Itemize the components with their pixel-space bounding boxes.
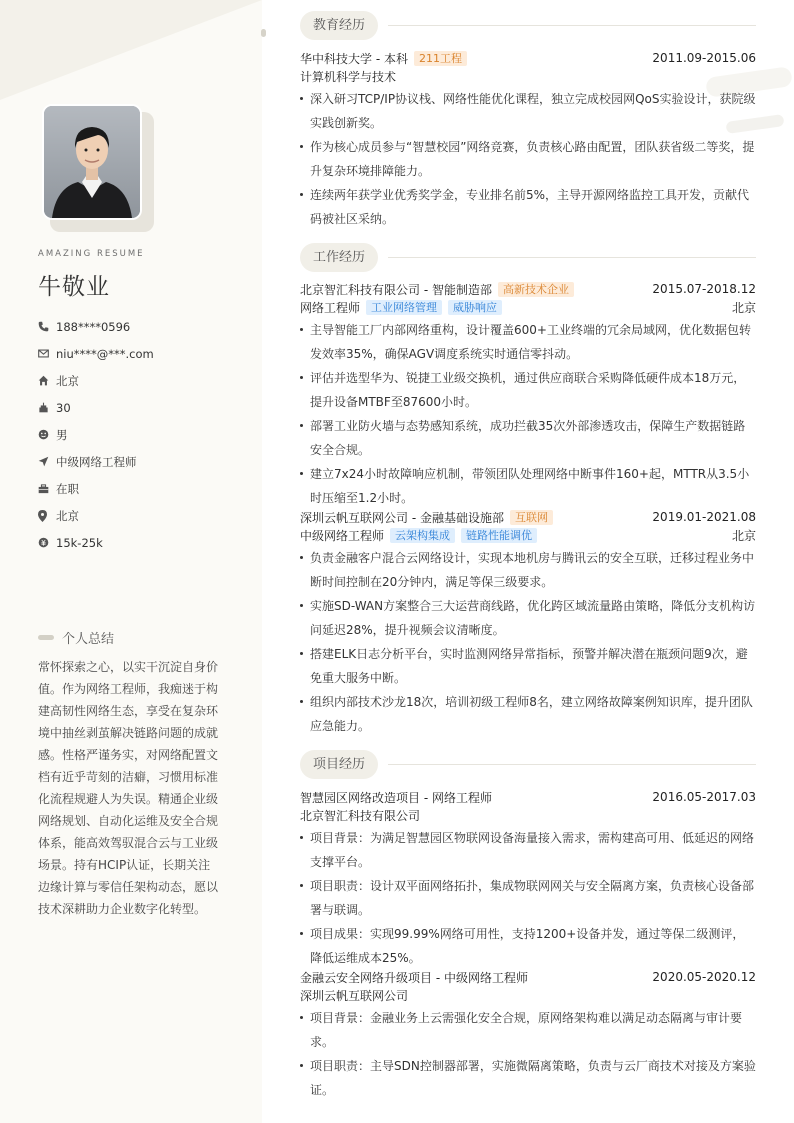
email-text: niu****@***.com — [56, 346, 154, 361]
education-header-row — [300, 49, 756, 67]
list-item: 部署工业防火墙与态势感知系统，成功拦截35次外部渗透攻击，保障生产数据链路安全合规。 — [300, 414, 756, 462]
skill-tag: 链路性能调优 — [461, 528, 537, 543]
summary-text: 常怀探索之心，以实干沉淀自身价值。作为网络工程师，我痴迷于构建高韧性网络生态，享受在复杂环境中抽丝剥茧解决链路问题的成就感。性格严谨务实，对网络配置文档有近乎苛刻的洁癖，习惯用标准化流程规避人为失误。精通企业级网络规划、自动化运维及安全合规体系，能高效驾驭混合云与工业级场景。持有HCIP认证，长期关注边缘计算与零信任架构动态，愿以技术深耕助力企业数字化转型。 — [38, 660, 219, 916]
salary-icon — [38, 537, 56, 548]
location-pin-icon — [38, 510, 56, 522]
section-divider — [388, 764, 756, 765]
list-item: 项目职责：设计双平面网络拓扑，集成物联网网关与安全隔离方案，负责核心设备部署与联调。 — [300, 874, 756, 922]
job-bullets — [300, 318, 756, 510]
job-position-row — [300, 298, 756, 316]
info-home — [38, 367, 154, 394]
project-header-row — [300, 968, 756, 986]
project-company: 深圳云帆互联网公司 — [300, 988, 409, 1003]
info-email — [38, 340, 154, 367]
major: 计算机科学与技术 — [300, 69, 397, 84]
list-item: 建立7x24小时故障响应机制，带领团队处理网络中断事件160+起，MTTR从3.5小时压缩至1.2小时。 — [300, 462, 756, 510]
skill-tag: 威胁响应 — [448, 300, 502, 315]
list-item: 实施SD-WAN方案整合三大运营商线路，优化跨区域流量路由策略，降低分支机构访问延迟28%，提升视频会议清晰度。 — [300, 594, 756, 642]
info-location — [38, 502, 154, 529]
project-entry — [300, 968, 756, 1102]
job-city: 北京 — [731, 528, 756, 543]
list-item: 评估并选型华为、锐捷工业级交换机，通过供应商联合采购降低硬件成本18万元，提升设备MTBF至87600小时。 — [300, 366, 756, 414]
education-bullets — [300, 87, 756, 231]
project-bullets — [300, 1006, 756, 1102]
salary-text: 15k-25k — [56, 535, 103, 550]
project-bullets — [300, 826, 756, 970]
avatar — [42, 104, 142, 220]
info-phone — [38, 313, 154, 340]
company-name: 北京智汇科技有限公司 - 智能制造部 — [300, 282, 492, 297]
project-title: 项目经历 — [300, 750, 378, 779]
corner-decoration — [0, 0, 262, 100]
company-name: 深圳云帆互联网公司 - 金融基础设施部 — [300, 510, 504, 525]
list-item: 主导智能工厂内部网络重构，设计覆盖600+工业终端的冗余局域网，优化数据包转发效率35%，确保AGV调度系统实时通信零抖动。 — [300, 318, 756, 366]
project-name: 智慧园区网络改造项目 - 网络工程师 — [300, 790, 492, 805]
list-item: 连续两年获学业优秀奖学金，专业排名前5%，主导开源网络监控工具开发，贡献代码被社区采纳。 — [300, 183, 756, 231]
school-tag: 211工程 — [414, 51, 467, 66]
list-item: 作为核心成员参与“智慧校园”网络竞赛，负责核心路由配置，团队获省级二等奖，提升复杂环境排障能力。 — [300, 135, 756, 183]
section-divider — [388, 25, 756, 26]
list-item: 深入研习TCP/IP协议栈、网络性能优化课程，独立完成校园网QoS实验设计，获院级实践创新奖。 — [300, 87, 756, 135]
home-city-text: 北京 — [56, 373, 79, 388]
project-company-row — [300, 806, 756, 824]
cake-icon — [38, 402, 56, 413]
education-section-header — [300, 11, 756, 40]
project-period: 2020.05-2020.12 — [652, 970, 756, 984]
send-icon — [38, 456, 56, 467]
info-status — [38, 475, 154, 502]
phone-icon — [38, 321, 56, 332]
school-name: 华中科技大学 - 本科 — [300, 51, 408, 66]
gender-icon — [38, 429, 56, 440]
company-tag: 高新技术企业 — [498, 282, 574, 297]
list-item: 项目背景：为满足智慧园区物联网设备海量接入需求，需构建高可用、低延迟的网络支撑平台。 — [300, 826, 756, 874]
list-item: 组织内部技术沙龙18次，培训初级工程师8名，建立网络故障案例知识库，提升团队应急能力。 — [300, 690, 756, 738]
list-item: 项目背景：金融业务上云需强化安全合规，原网络架构难以满足动态隔离与审计要求。 — [300, 1006, 756, 1054]
job-position: 网络工程师 — [300, 300, 361, 315]
section-divider — [388, 257, 756, 258]
resume-tagline: AMAZING RESUME — [38, 249, 145, 259]
job-position-row — [300, 526, 756, 544]
project-company-row — [300, 986, 756, 1004]
home-icon — [38, 375, 56, 386]
education-entry — [300, 49, 756, 231]
project-section-header — [300, 750, 756, 779]
summary-header — [38, 628, 114, 647]
candidate-name: 牛敬业 — [38, 274, 110, 300]
skill-tag: 云架构集成 — [390, 528, 455, 543]
position-text: 中级网络工程师 — [56, 454, 137, 469]
age-text: 30 — [56, 400, 71, 415]
location-text: 北京 — [56, 508, 79, 523]
status-text: 在职 — [56, 481, 79, 496]
job-bullets — [300, 546, 756, 738]
project-company: 北京智汇科技有限公司 — [300, 808, 421, 823]
phone-text: 188****0596 — [56, 319, 131, 334]
list-item: 项目成果：实现99.99%网络可用性，支持1200+设备并发，通过等保二级测评，降低运维成本25%。 — [300, 922, 756, 970]
info-age — [38, 394, 154, 421]
summary-bar-decoration — [38, 635, 54, 640]
project-name: 金融云安全网络升级项目 - 中级网络工程师 — [300, 970, 528, 985]
mail-icon — [38, 349, 56, 358]
education-period: 2011.09-2015.06 — [652, 51, 756, 65]
list-item: 项目职责：主导SDN控制器部署，实施微隔离策略，负责与云厂商技术对接及方案验证。 — [300, 1054, 756, 1102]
work-title: 工作经历 — [300, 243, 378, 272]
divider-dot — [261, 29, 266, 37]
job-city: 北京 — [731, 300, 756, 315]
education-title: 教育经历 — [300, 11, 378, 40]
job-header-row — [300, 280, 756, 298]
job-period: 2019.01-2021.08 — [652, 510, 756, 524]
summary-title: 个人总结 — [62, 632, 115, 647]
education-major-row — [300, 67, 756, 85]
job-header-row — [300, 508, 756, 526]
project-entry — [300, 788, 756, 970]
skill-tag: 工业网络管理 — [366, 300, 442, 315]
gender-text: 男 — [56, 427, 68, 442]
job-period: 2015.07-2018.12 — [652, 282, 756, 296]
info-gender — [38, 421, 154, 448]
list-item: 搭建ELK日志分析平台，实时监测网络异常指标，预警并解决潜在瓶颈问题9次，避免重大服务中断。 — [300, 642, 756, 690]
contact-info-list — [38, 313, 154, 556]
briefcase-icon — [38, 484, 56, 494]
project-header-row — [300, 788, 756, 806]
work-section-header — [300, 243, 756, 272]
company-tag: 互联网 — [510, 510, 553, 525]
job-entry — [300, 280, 756, 510]
job-position: 中级网络工程师 — [300, 528, 385, 543]
project-period: 2016.05-2017.03 — [652, 790, 756, 804]
info-position — [38, 448, 154, 475]
job-entry — [300, 508, 756, 738]
list-item: 负责金融客户混合云网络设计，实现本地机房与腾讯云的安全互联，迁移过程业务中断时间控制在20分钟内，满足等保三级要求。 — [300, 546, 756, 594]
info-salary — [38, 529, 154, 556]
